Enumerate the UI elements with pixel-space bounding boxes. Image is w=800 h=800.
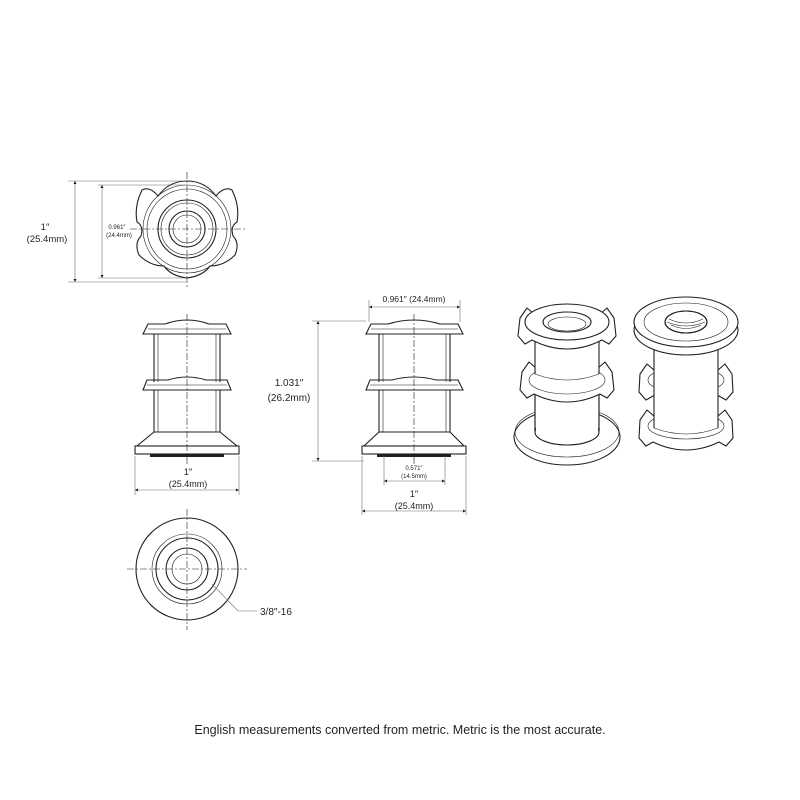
top-outer-dim-metric: (25.4mm) — [26, 234, 68, 245]
footnote: English measurements converted from metric. Metric is the most accurate. — [194, 723, 606, 737]
side-height-dim-metric: (26.2mm) — [267, 393, 311, 404]
top-view — [27, 172, 246, 288]
side-width-dim-metric: (25.4mm) — [394, 501, 434, 511]
side-pilot-dim-english: 0.571″ — [405, 466, 423, 472]
side-height-dim-english: 1.031″ — [274, 378, 304, 389]
side-width-dim-english: 1″ — [409, 489, 419, 499]
side-pilot-dim-metric: (14.5mm) — [401, 474, 427, 480]
thread-callout: 3/8″-16 — [260, 607, 292, 618]
top-inner-dim-metric: (24.4mm) — [106, 233, 132, 239]
front-width-dim-metric: (25.4mm) — [168, 479, 208, 489]
bottom-view — [127, 509, 292, 630]
side-top-width-dim: 0.961″ (24.4mm) — [382, 294, 446, 304]
top-outer-dim-english: 1″ — [40, 222, 50, 233]
front-view — [135, 314, 239, 495]
side-view — [268, 294, 466, 515]
front-width-dim-english: 1″ — [183, 467, 193, 477]
top-inner-dim-english: 0.961″ — [108, 225, 126, 231]
isometric-view-right — [634, 297, 738, 450]
isometric-view-left — [514, 304, 620, 465]
